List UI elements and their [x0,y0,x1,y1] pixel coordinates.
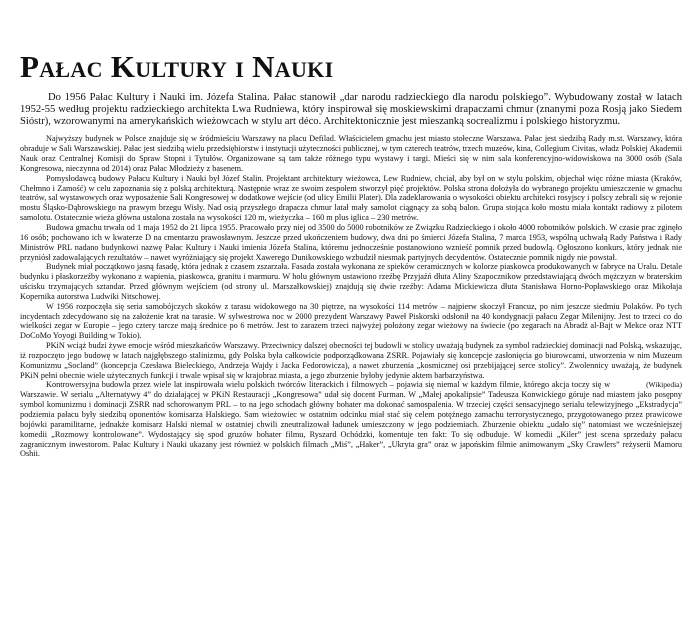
body-paragraph-4: Budynek miał początkowo jasną fasadę, która jednak z czasem zszarzała. Fasada została wykonana ze spieków ceramicznych w kolorze piaskowca produkowanych w fabryce na Uralu. Detale budynku i płaskorzeźby wykonano z wapienia, piaskowca, granitu i marmuru. W holu głównym ustawiono rzeźbę Przyjaźń dłuta Aliny Szapocznikow przedstawiającą dwóch mężczyzn w braterskim uścisku trzymających sztandar. Przed głównym wejściem (od strony ul. Marszałkowskiej) znajdują się dwie rzeźby: Adama Mickiewicza dłuta Stanisława Horno-Popławskiego oraz Mikołaja Kopernika autorstwa Ludwiki Nitschowej. [20,262,682,301]
page-title: Pałac Kultury i Nauki [20,49,334,84]
body-paragraph-1: Najwyższy budynek w Polsce znajduje się w śródmieściu Warszawy na placu Defilad. Właścicielem gmachu jest miasto stołeczne Warszawa. Pałac jest siedzibą Rady m.st. Warszawy, która obraduje w Sali Warszawskiej. Pałac jest siedzibą wielu przedsiębiorstw i instytucji użyteczności publicznej, w tym czterech teatrów, trzech muzeów, kina, Collegium Civitas, władz Polskiej Akademii Nauk oraz Centralnej Komisji do Spraw Stopni i Tytułów. Organizowane są tam także różnego typu wystawy i targi. Mieści się w nim sala konferencyjno-widowiskowa na 3000 osób (Sala Kongresowa, nieczynna od 2014) oraz Pałac Młodzieży z basenem. [20,134,682,173]
body-paragraph-5: W 1956 rozpoczęła się seria samobójczych skoków z tarasu widokowego na 30 piętrze, na wysokości 114 metrów – najpierw skoczył Francuz, po nim jeszcze siedmiu Polaków. Po tych incydentach zdecydowano się na założenie krat na tarasie. W sylwestrowa noc w 2000 prezydent Warszawy Paweł Piskorski odsłonił na 40 kondygnacji pałacu Zegar Milenijny. Jest to trzeci co do wielkości zegar w Europie – jego cztery tarcze mają średnice po 6 metrów. Jest to zarazem trzeci najwyżej położony zegar wieżowy na świecie (po zegarach na Abradż al-Bajt w Mekce oraz NTT DoCoMo Yoyogi Building w Tokio). [20,301,682,341]
lead-paragraph: Do 1956 Pałac Kultury i Nauki im. Józefa Stalina. Pałac stanowił „dar narodu radzieckiego dla narodu polskiego”. Wybudowany został w latach 1952-55 według projektu radzieckiego architekta Lwa Rudniewa, który inspirował się moskiewskimi drapaczami chmur (znanymi poza Rosją jako Siedem Sióstr), wzorowanymi na amerykańskich wieżowcach w stylu art déco. Architektonicznie jest mieszanką socrealizmu i polskiego historyzmu. [20,92,682,127]
article-body [20,134,682,459]
body-paragraph-2: Pomysłodawcą budowy Pałacu Kultury i Nauki był Józef Stalin. Projektant architektury wieżowca, Lew Rudniew, chciał, aby był on w stylu polskim, objechał więc różne miasta (Kraków, Chełmno i Zamość) w celu zapoznania się z polską architekturą. Następnie wraz ze swoim zespołem stworzył pięć projektów. Polska strona dołożyła do wybranego projektu umieszczenie w gmachu teatrów, sal wystawowych oraz wyposażenie Sali Kongresowej w dodatkowe wejście (od ulicy Emilii Plater). Dla zadeklarowania o wysokości obiektu architekci rosyjscy i polscy zebrali się w rejonie mostu Śląsko-Dąbrowskiego na prawym brzegu Wisły. Nad osią przyszłego drapacza chmur latał mały samolot ciągnący za sobą balon. Grupa stojąca koło mostu miała kontakt radiowy z pilotem samolotu. Ostatecznie wieża główna ustalona została na wysokości 120 m, wieżyczka – 160 m plus iglica – 230 metrów. [20,173,682,223]
body-paragraph-3: Budowa gmachu trwała od 1 maja 1952 do 21 lipca 1955. Pracowało przy niej od 3500 do 5000 robotników ze Związku Radzieckiego i około 4000 robotników polskich. W czasie prac zginęło 16 osób; pochowano ich w kwaterze D na cmentarzu prawosławnym. Jeszcze przed ukończeniem budowy, dwa dni po śmierci Józefa Stalina, 7 marca 1953, wspólną uchwałą Rady Państwa i Rady Ministrów PRL nadano budynkowi nazwę Pałac Kultury i Nauki imienia Józefa Stalina, któremu jednocześnie postanowiono wznieść pomnik przed budowlą. Ogłoszono konkurs, który jednak nie przyniósł zadowalających rezultatów – nawet wyróżniający się projekt Xawerego Dunikowskiego wzbudził niesmak partyjnych decydentów. Ostatecznie pomnik nigdy nie powstał. [20,222,682,262]
body-paragraph-6: PKiN wciąż budzi żywe emocje wśród mieszkańców Warszawy. Przeciwnicy dalszej obecności tej budowli w stolicy uważają budynek za symbol radzieckiej dominacji nad Polską, wskazując, iż rozpoczęto jego budowę w latach najgłębszego stalinizmu, gdy Polska była całkowicie podporządkowana ZSRR. Pojawiały się koncepcje zasłonięcia go biurowcami, utworzenia w nim Muzeum Komunizmu „Socland” (koncepcja Czesława Bieleckiego, Andrzeja Wajdy i Jacka Fedorowicza), a nawet zburzenia „kosmicznej osi przebijającej serce stolicy”. Zwolennicy uważają, że budynek PKiN pełni obecnie wiele użytecznych funkcji i trwale wpisał się w krajobraz miasta, a jego zburzenie byłoby jedynie aktem barbarzyństwa. [20,341,682,380]
body-paragraph-7 [20,380,682,459]
source-note: (Wikipedia) [646,380,682,390]
body-paragraph-7-text: Kontrowersyjna budowla przez wiele lat inspirowała wielu polskich twórców literackich i filmowych – pojawia się niemal w każdym filmie, którego akcja toczy się w Warszawie. W serialu „Alternatywy 4” do działającej w PKiN Restauracji „Kongresowa” udał się docent Furman. W „Małej apokalipsie” Tadeusza Konwickiego góruje nad miastem jako posępny symbol komunizmu i dominacji ZSRR nad schorowanym PRL – to na jego schodach główny bohater ma dokonać samospalenia. W trzeciej części sensacyjnego serialu telewizyjnego „Ekstradycja” podziemia pałacu były siedzibą oponentów komisarza Halskiego. Sam wieżowiec w ostatnim odcinku miał stać się celem potężnego zamachu terrorystycznego, przygotowanego przez prawicowe bojówki paramilitarne, jednakże komisarz Halski niemal w ostatniej chwili zneutralizował ładunek umieszczony w jego podziemiach. Zburzenie obiektu „udało się” natomiast we wcześniejszej komedii „Rozmowy kontrolowane”. Wydostający się spod gruzów bohater filmu, Ryszard Ochódzki, komentuje ten fakt: To się odbuduje. W komedii „Kiler” jest scena sprzedaży pałacu zagranicznym inwestorom. Pałac Kultury i Nauki ukazany jest również w polskich filmach „Miś”, „Haker”, „Ukryta gra” oraz w japońskim filmie animowanym „Sky Crawlers” reżyserii Mamoru Oshii. [20,380,682,459]
